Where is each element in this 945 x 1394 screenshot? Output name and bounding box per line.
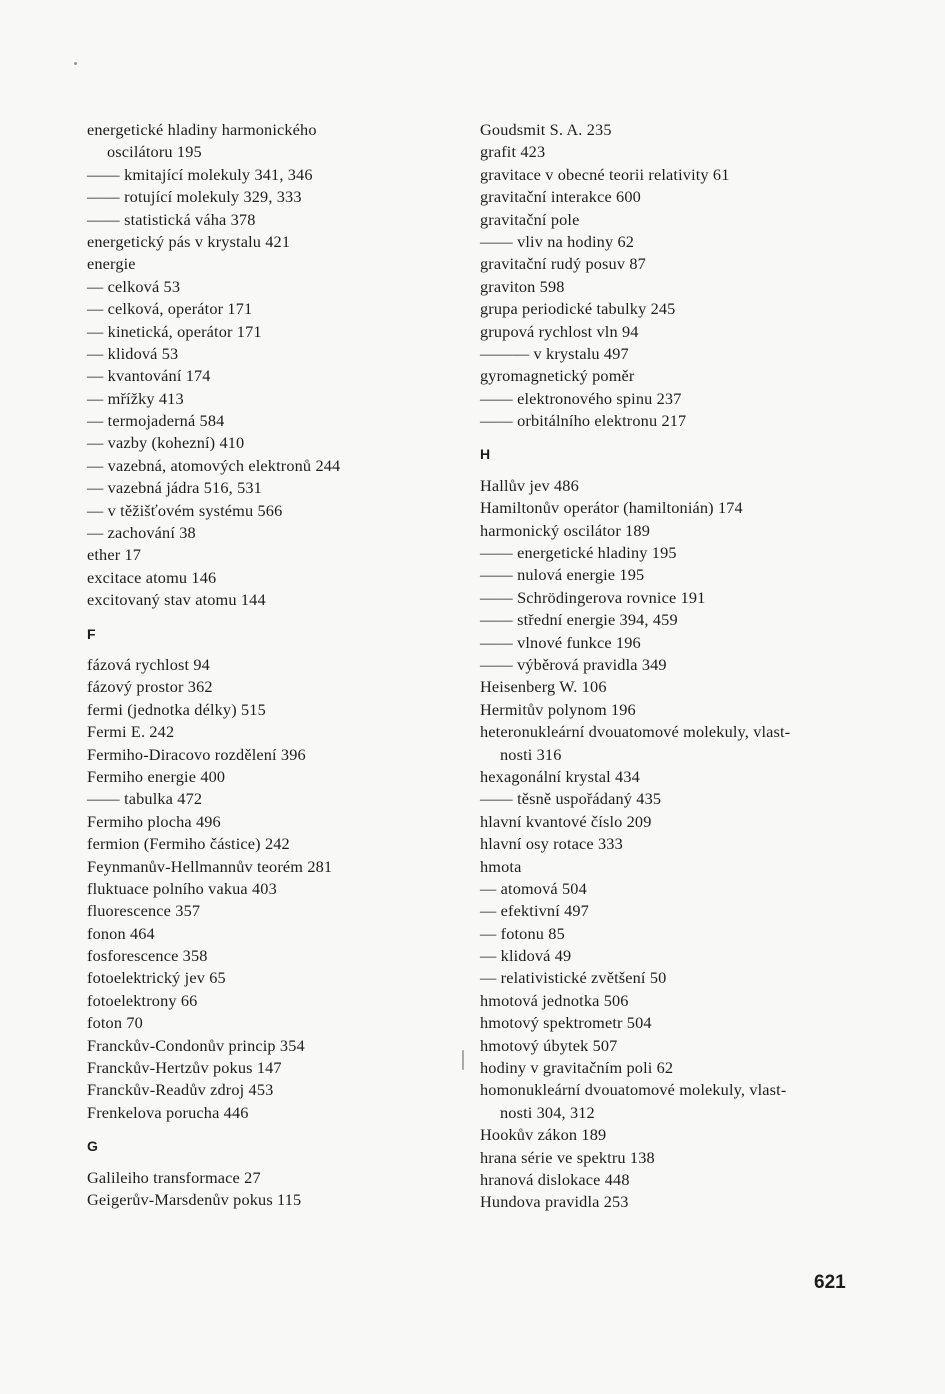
speck [74,62,77,65]
index-entry: —— elektronového spinu 237 [480,388,682,408]
index-entry: foton 70 [87,1013,143,1033]
index-entry: Hallův jev 486 [480,475,579,495]
index-entry: —— nulová energie 195 [480,565,645,585]
index-entry: — klidová 53 [87,343,179,363]
index-entry: — celková 53 [87,276,181,296]
index-entry: Fermi E. 242 [87,722,175,742]
index-entry: Galileiho transformace 27 [87,1167,261,1187]
speck [462,1050,464,1070]
index-entry: —— těsně uspořádaný 435 [480,789,662,809]
index-entry: ether 17 [87,545,142,565]
index-entry: energie [87,254,136,274]
index-entry: Goudsmit S. A. 235 [480,120,612,139]
index-entry: energetické hladiny harmonického [87,120,317,139]
index-entry: fázový prostor 362 [87,677,213,697]
index-entry: ——— v krystalu 497 [480,343,629,363]
index-entry: hmotová jednotka 506 [480,990,629,1010]
index-entry: grupová rychlost vln 94 [480,321,639,341]
index-entry: —— statistická váha 378 [87,209,256,229]
index-entry: —— energetické hladiny 195 [480,543,677,563]
index-entry-continuation: nosti 304, 312 [500,1102,595,1122]
index-entry: Heisenberg W. 106 [480,677,607,697]
page-number: 621 [814,1272,846,1293]
index-entry: heteronukleární dvouatomové molekuly, vlast- [480,722,791,742]
index-entry: — mřížky 413 [87,388,184,408]
index-entry: excitovaný stav atomu 144 [87,590,266,610]
index-entry: hlavní kvantové číslo 209 [480,811,652,831]
index-entry: gravitace v obecné teorii relativity 61 [480,164,730,184]
index-entry: energetický pás v krystalu 421 [87,231,291,251]
index-entry-continuation: nosti 316 [500,744,562,764]
index-entry: hodiny v gravitačním poli 62 [480,1058,674,1078]
index-entry: gravitační interakce 600 [480,187,641,207]
index-entry: hmotový úbytek 507 [480,1035,618,1055]
index-entry: —— Schrödingerova rovnice 191 [480,587,706,607]
index-entry: —— vlnové funkce 196 [480,632,641,652]
index-entry: — efektivní 497 [480,901,589,921]
index-entry: fermi (jednotka délky) 515 [87,699,266,719]
index-entry: fonon 464 [87,923,155,943]
section-letter-h: H [480,446,491,463]
index-entry: —— orbitálního elektronu 217 [480,411,687,431]
index-entry: Hermitův polynom 196 [480,699,636,719]
index-entry: —— tabulka 472 [87,789,203,809]
index-entry: —— kmitající molekuly 341, 346 [87,164,313,184]
index-entry: — kvantování 174 [87,366,211,386]
index-entry: harmonický oscilátor 189 [480,520,650,540]
index-entry: — zachování 38 [87,523,196,543]
index-entry: hranová dislokace 448 [480,1169,630,1189]
index-entry: Fermiho-Diracovo rozdělení 396 [87,744,306,764]
index-entry: graviton 598 [480,276,565,296]
index-entry: — vazby (kohezní) 410 [87,433,245,453]
index-entry: fotoelektrony 66 [87,990,198,1010]
index-entry: hmota [480,856,522,876]
index-entry: — vazebná, atomových elektronů 244 [87,455,341,475]
index-entry: Feynmanův-Hellmannův teorém 281 [87,856,333,876]
index-entry: hexagonální krystal 434 [480,766,640,786]
index-entry: fluktuace polního vakua 403 [87,878,277,898]
index-entry: Frenkelova porucha 446 [87,1102,249,1122]
index-entry: — atomová 504 [480,878,587,898]
index-entry: Franckův-Hertzův pokus 147 [87,1058,282,1078]
index-entry: gravitační rudý posuv 87 [480,254,646,274]
index-entry: —— vliv na hodiny 62 [480,231,635,251]
index-entry: homonukleární dvouatomové molekuly, vlast- [480,1080,787,1100]
index-entry: fermion (Fermiho částice) 242 [87,834,290,854]
index-entry: — v těžišťovém systému 566 [87,500,283,520]
section-letter-g: G [87,1138,98,1155]
index-entry: —— střední energie 394, 459 [480,610,678,630]
index-entry: — vazebná jádra 516, 531 [87,478,262,498]
index-entry: excitace atomu 146 [87,567,217,587]
index-entry: Fermiho plocha 496 [87,811,221,831]
index-entry: — termojaderná 584 [87,411,225,431]
index-entry: Hamiltonův operátor (hamiltonián) 174 [480,498,743,518]
index-entry: Fermiho energie 400 [87,766,226,786]
index-entry: —— rotující molekuly 329, 333 [87,187,302,207]
index-column-right [480,119,860,1214]
index-entry: — celková, operátor 171 [87,299,253,319]
index-entry: Geigerův-Marsdenův pokus 115 [87,1189,302,1209]
index-entry: — kinetická, operátor 171 [87,321,262,341]
index-entry: fosforescence 358 [87,946,208,966]
section-letter-f: F [87,625,96,642]
index-entry: gyromagnetický poměr [480,366,635,386]
index-entry: hrana série ve spektru 138 [480,1147,655,1167]
index-entry: — fotonu 85 [480,923,565,943]
index-entry: grupa periodické tabulky 245 [480,299,676,319]
index-entry-continuation: oscilátoru 195 [107,142,202,162]
index-entry: gravitační pole [480,209,580,229]
index-entry: Franckův-Readův zdroj 453 [87,1080,274,1100]
index-entry: — relativistické zvětšení 50 [480,968,667,988]
index-entry: — klidová 49 [480,946,572,966]
index-entry: —— výběrová pravidla 349 [480,654,667,674]
index-entry: fluorescence 357 [87,901,201,921]
index-entry: hmotový spektrometr 504 [480,1013,652,1033]
index-column-left [87,119,417,1211]
index-entry: Franckův-Condonův princip 354 [87,1035,305,1055]
index-entry: grafit 423 [480,142,546,162]
index-entry: fázová rychlost 94 [87,654,210,674]
index-entry: hlavní osy rotace 333 [480,834,623,854]
index-entry: Hookův zákon 189 [480,1125,607,1145]
index-entry: Hundova pravidla 253 [480,1192,629,1212]
index-entry: fotoelektrický jev 65 [87,968,226,988]
